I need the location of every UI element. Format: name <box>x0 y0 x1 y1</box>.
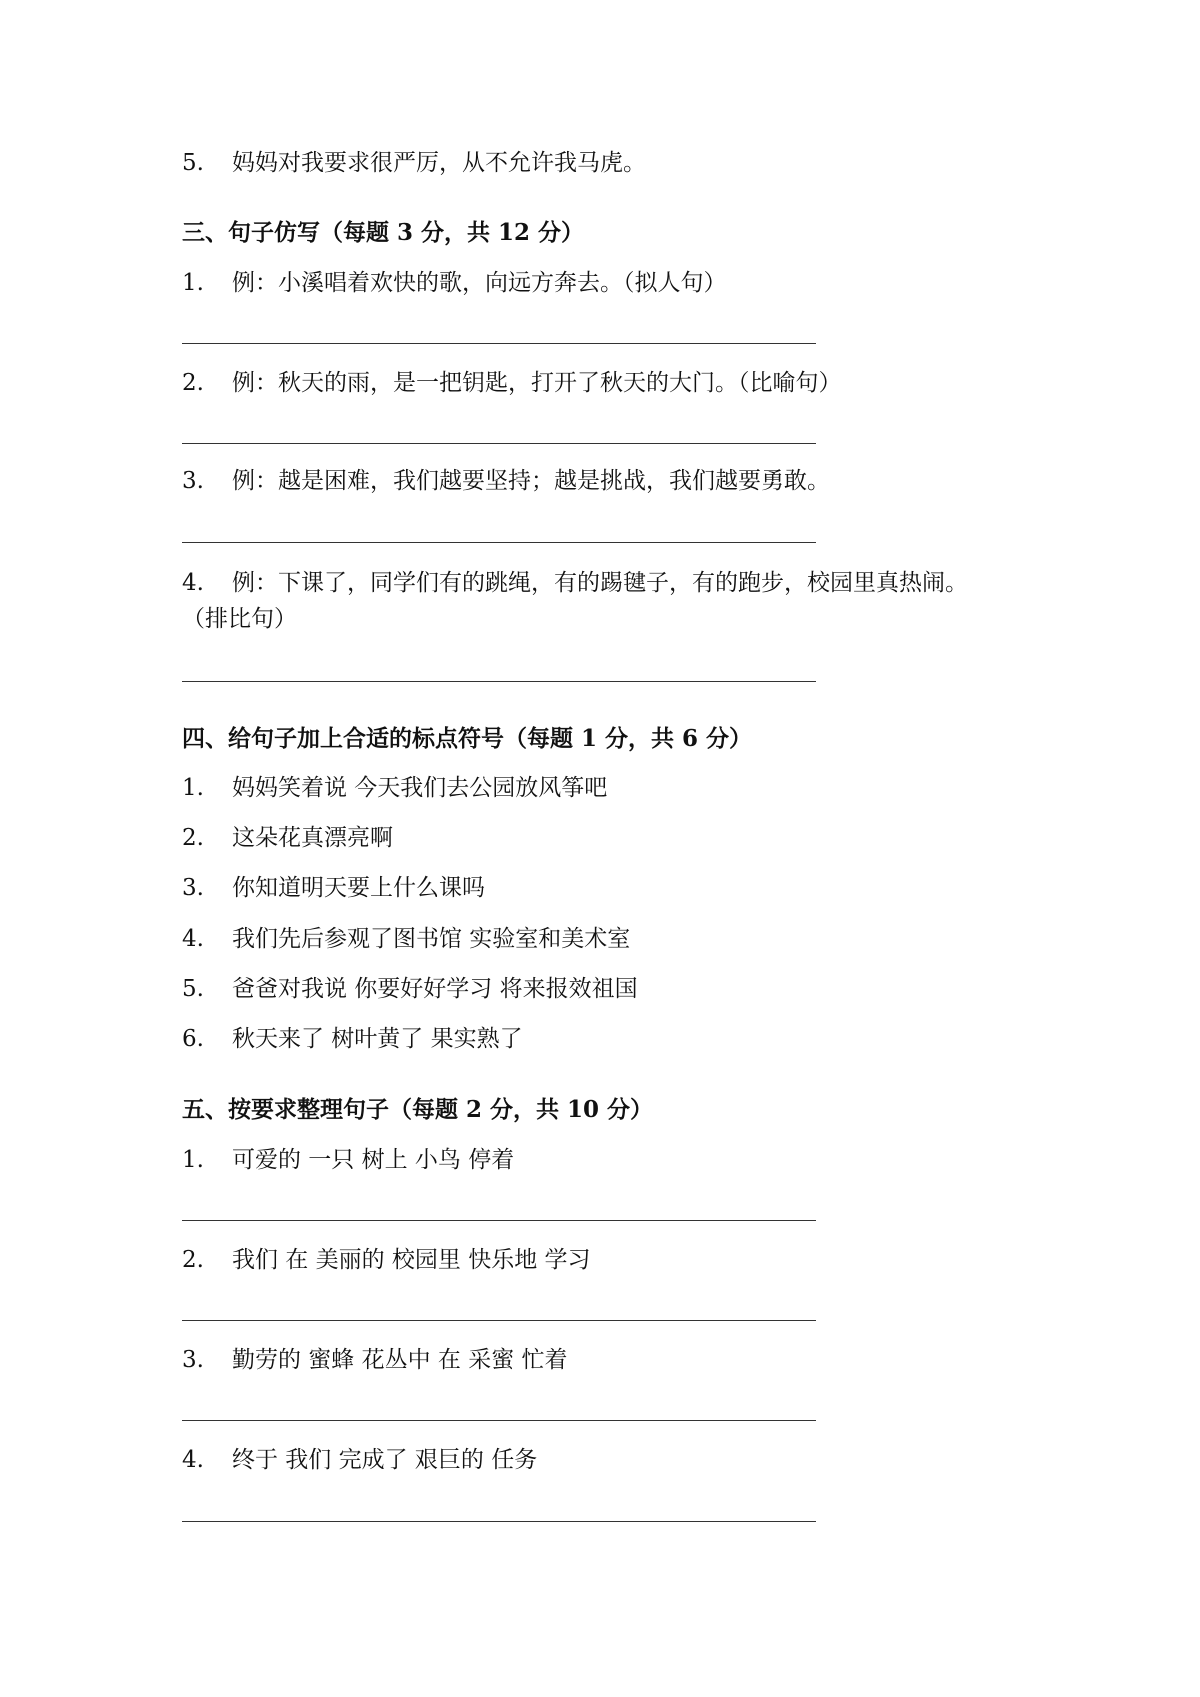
question-item: 4. 例：下课了，同学们有的跳绳，有的踢毽子，有的跑步，校园里真热闹。 <box>182 570 968 596</box>
answer-line[interactable] <box>182 443 816 444</box>
answer-line[interactable] <box>182 343 816 344</box>
section-heading: 五、按要求整理句子（每题 2 分，共 10 分） <box>182 1096 654 1123</box>
question-item: 2. 例：秋天的雨，是一把钥匙，打开了秋天的大门。（比喻句） <box>182 370 842 396</box>
question-item: 6. 秋天来了 树叶黄了 果实熟了 <box>182 1026 523 1052</box>
question-item: 3. 例：越是困难，我们越要坚持；越是挑战，我们越要勇敢。 <box>182 468 830 494</box>
question-item: 2. 这朵花真漂亮啊 <box>182 825 393 851</box>
question-item: 3. 你知道明天要上什么课吗 <box>182 875 485 901</box>
question-item: 1. 例：小溪唱着欢快的歌，向远方奔去。（拟人句） <box>182 270 727 296</box>
question-item: 4. 我们先后参观了图书馆 实验室和美术室 <box>182 926 631 952</box>
question-item: 3. 勤劳的 蜜蜂 花丛中 在 采蜜 忙着 <box>182 1347 568 1373</box>
question-item: 1. 可爱的 一只 树上 小鸟 停着 <box>182 1147 515 1173</box>
question-item: 4. 终于 我们 完成了 艰巨的 任务 <box>182 1447 538 1473</box>
question-item: 1. 妈妈笑着说 今天我们去公园放风筝吧 <box>182 775 608 801</box>
section-heading: 三、句子仿写（每题 3 分，共 12 分） <box>182 219 585 246</box>
answer-line[interactable] <box>182 1420 816 1421</box>
answer-line[interactable] <box>182 1521 816 1522</box>
question-item-continuation: （排比句） <box>182 606 297 632</box>
question-item: 2. 我们 在 美丽的 校园里 快乐地 学习 <box>182 1247 591 1273</box>
question-item: 5. 爸爸对我说 你要好好学习 将来报效祖国 <box>182 976 638 1002</box>
answer-line[interactable] <box>182 1220 816 1221</box>
answer-line[interactable] <box>182 1320 816 1321</box>
answer-line[interactable] <box>182 681 816 682</box>
answer-line[interactable] <box>182 542 816 543</box>
section-heading: 四、给句子加上合适的标点符号（每题 1 分，共 6 分） <box>182 725 753 752</box>
question-item: 5. 妈妈对我要求很严厉，从不允许我马虎。 <box>182 150 646 176</box>
